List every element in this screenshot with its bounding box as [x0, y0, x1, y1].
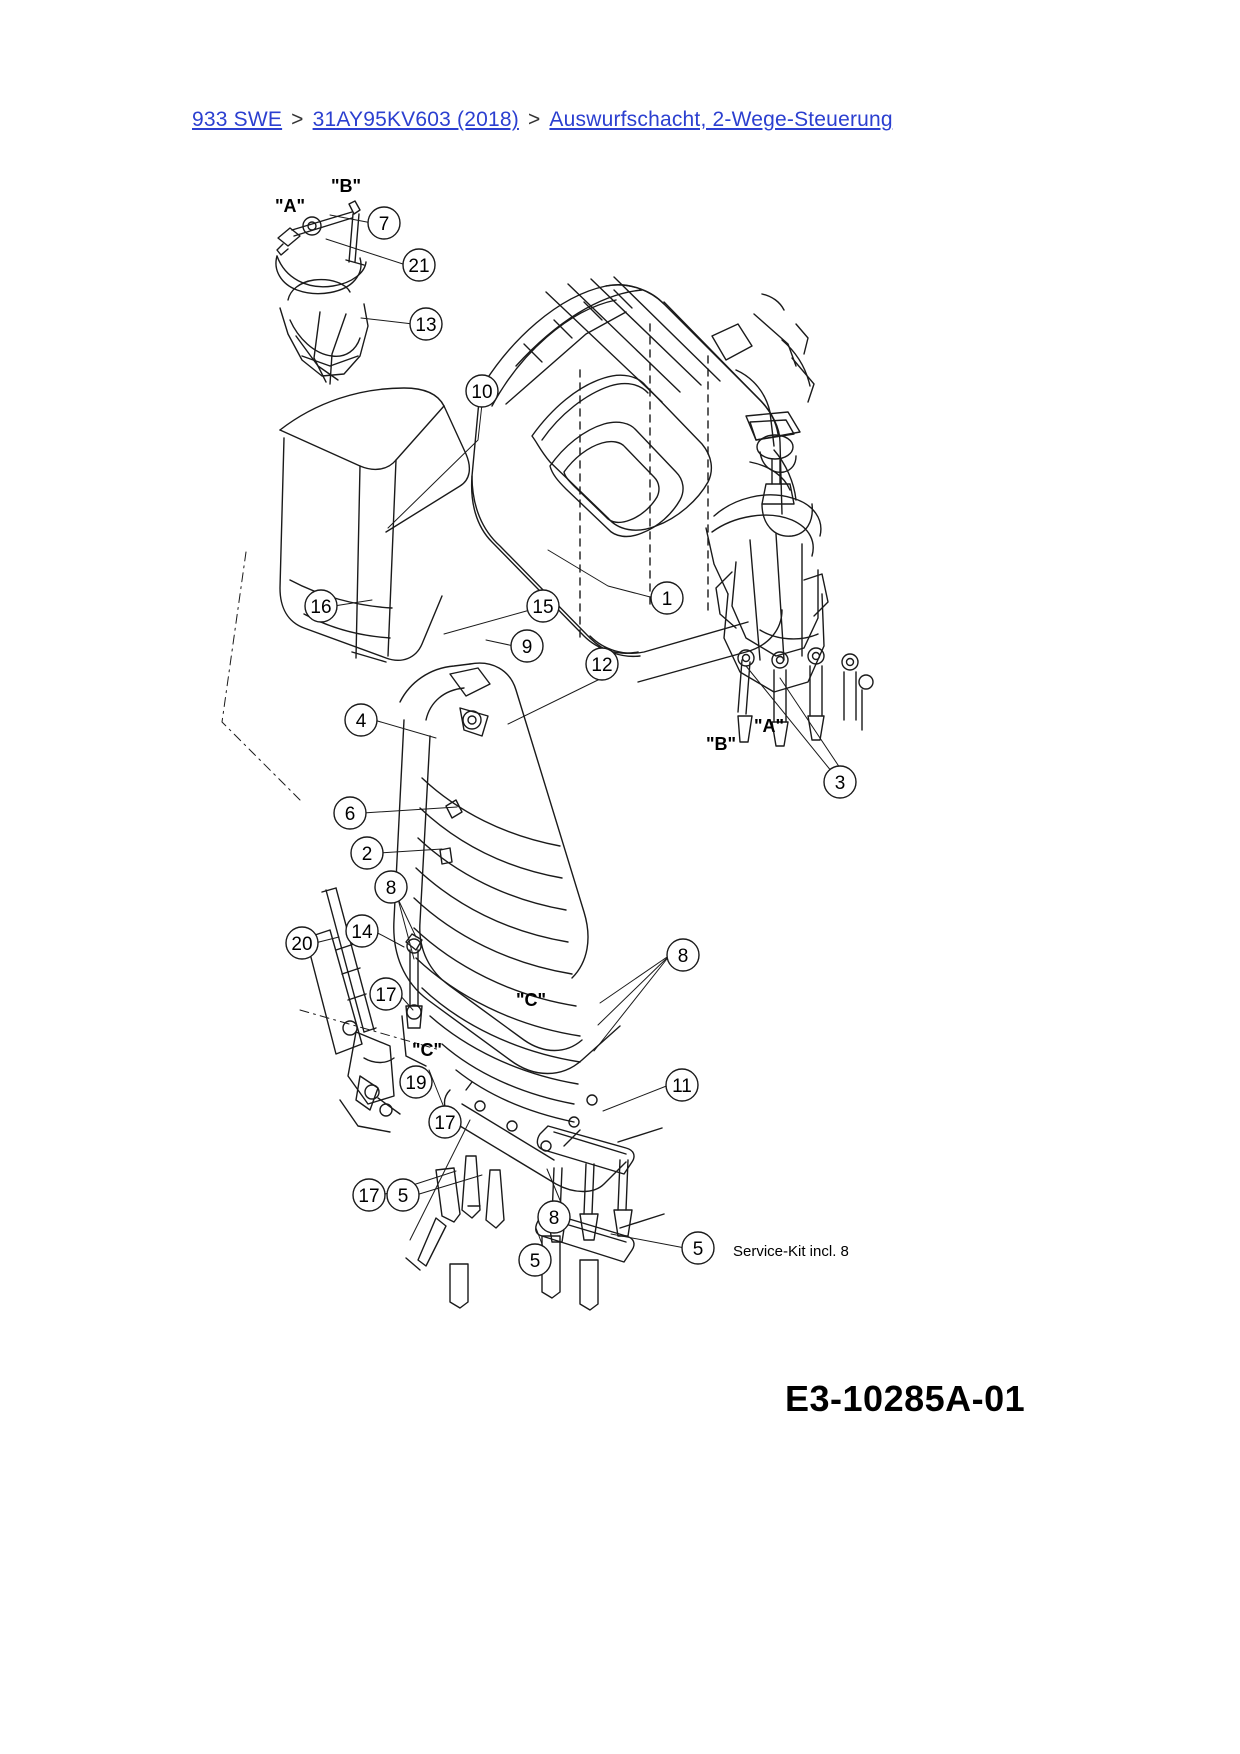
svg-text:8: 8 — [677, 946, 689, 967]
svg-text:8: 8 — [548, 1208, 560, 1229]
callout-15[interactable] — [527, 590, 559, 622]
callout-3[interactable] — [824, 766, 856, 798]
part-group-main-chute — [394, 663, 626, 1191]
part-group-two-way-control — [706, 435, 873, 746]
callout-20[interactable] — [286, 927, 318, 959]
svg-text:20: 20 — [291, 934, 313, 955]
callout-11[interactable] — [666, 1069, 698, 1101]
breadcrumb-link-assembly[interactable]: Auswurfschacht, 2-Wege-Steuerung — [549, 108, 893, 131]
callout-5-mid[interactable] — [519, 1244, 551, 1276]
svg-text:8: 8 — [385, 878, 397, 899]
callout-4[interactable] — [345, 704, 377, 736]
breadcrumb-link-model[interactable]: 933 SWE — [192, 108, 283, 131]
svg-text:5: 5 — [397, 1186, 409, 1207]
callout-17-lower[interactable] — [353, 1179, 385, 1211]
svg-text:6: 6 — [344, 804, 356, 825]
callout-19[interactable] — [400, 1066, 432, 1098]
breadcrumb — [192, 108, 893, 132]
callout-2[interactable] — [351, 837, 383, 869]
breadcrumb-link-type[interactable]: 31AY95KV603 (2018) — [312, 108, 519, 131]
svg-text:17: 17 — [358, 1186, 380, 1207]
part-group-bottom-fasteners — [406, 1126, 664, 1310]
callout-10[interactable] — [466, 375, 498, 407]
part-group-main-hood — [472, 277, 814, 682]
breadcrumb-separator-1: > — [291, 108, 304, 131]
svg-text:13: 13 — [415, 315, 437, 336]
callout-8-upper[interactable] — [375, 871, 407, 903]
callout-14[interactable] — [346, 915, 378, 947]
section-label-a-top: "A" — [275, 196, 306, 216]
diagram-code: E3-10285A-01 — [785, 1378, 1026, 1419]
svg-text:17: 17 — [434, 1113, 456, 1134]
svg-text:5: 5 — [692, 1239, 704, 1260]
svg-text:14: 14 — [351, 922, 373, 943]
svg-text:3: 3 — [834, 773, 846, 794]
svg-text:2: 2 — [361, 844, 373, 865]
callout-12[interactable] — [586, 648, 618, 680]
callout-bubbles — [286, 207, 856, 1276]
breadcrumb-separator-2: > — [527, 108, 541, 131]
section-label-c-left: "C" — [412, 1040, 443, 1060]
part-group-upper-bracket — [276, 201, 368, 384]
callout-6[interactable] — [334, 797, 366, 829]
callout-17-upper[interactable] — [370, 978, 402, 1010]
svg-text:16: 16 — [310, 597, 332, 618]
callout-8-right[interactable] — [667, 939, 699, 971]
callout-1[interactable] — [651, 582, 683, 614]
svg-text:15: 15 — [532, 597, 554, 618]
callout-5-left[interactable] — [387, 1179, 419, 1211]
svg-text:5: 5 — [529, 1251, 541, 1272]
svg-text:10: 10 — [471, 382, 493, 403]
section-label-b-right: "B" — [706, 734, 737, 754]
svg-text:11: 11 — [672, 1076, 692, 1097]
callout-7[interactable] — [368, 207, 400, 239]
callout-16[interactable] — [305, 590, 337, 622]
exploded-parts-drawing — [150, 160, 1090, 1320]
callout-17-mid[interactable] — [429, 1106, 461, 1138]
svg-text:4: 4 — [355, 711, 367, 732]
svg-text:1: 1 — [661, 589, 673, 610]
section-label-b-top: "B" — [331, 176, 362, 196]
section-label-a-right: "A" — [754, 716, 785, 736]
svg-text:19: 19 — [405, 1073, 427, 1094]
svg-text:17: 17 — [375, 985, 397, 1006]
callout-8-lower[interactable] — [538, 1201, 570, 1233]
section-label-c-inner: "C" — [516, 990, 547, 1010]
svg-text:7: 7 — [378, 214, 390, 235]
svg-text:12: 12 — [591, 655, 613, 676]
callout-9[interactable] — [511, 630, 543, 662]
callout-13[interactable] — [410, 308, 442, 340]
svg-text:9: 9 — [521, 637, 533, 658]
callout-21[interactable] — [403, 249, 435, 281]
service-kit-note: Service-Kit incl. 8 — [733, 1243, 849, 1260]
svg-text:21: 21 — [408, 256, 430, 277]
callout-5-right[interactable] — [682, 1232, 714, 1264]
part-group-chute-cap — [280, 388, 469, 662]
